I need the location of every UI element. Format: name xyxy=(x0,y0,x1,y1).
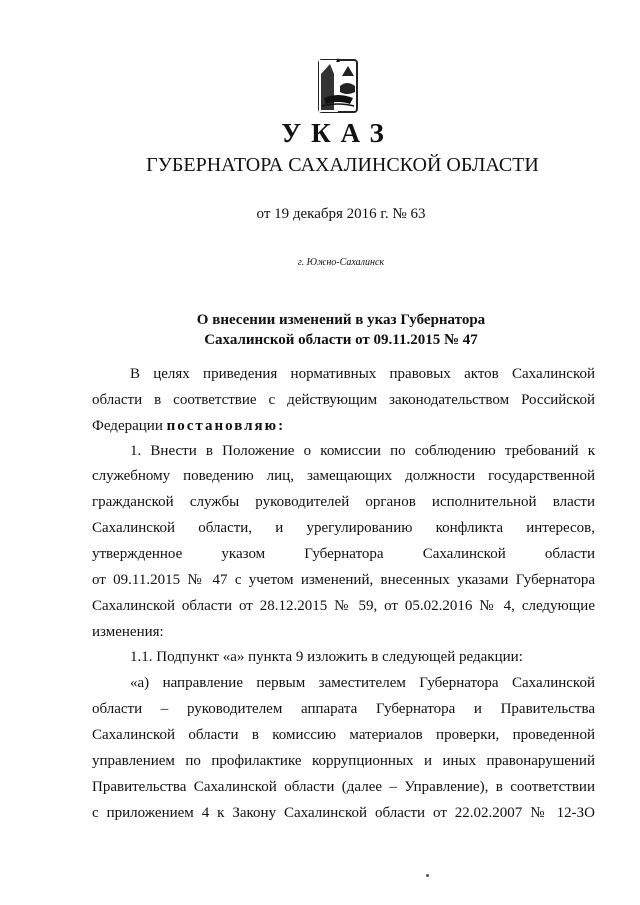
body-line: управлением по профилактике коррупционных и иных правонарушений xyxy=(92,753,595,769)
body-text-emphasis: постановляю: xyxy=(166,418,286,434)
body-line: с приложением 4 к Закону Сахалинской области от 22.02.2007 № 12-ЗО xyxy=(92,805,595,821)
body-line: области в соответствие с действующим законодательством Российской xyxy=(92,392,595,408)
decree-heading-line-2: Сахалинской области от 09.11.2015 № 47 xyxy=(204,332,478,348)
decree-heading xyxy=(0,310,640,350)
body-line: утвержденное указом Губернатора Сахалинской области xyxy=(92,546,595,562)
document-issuer: ГУБЕРНАТОРА САХАЛИНСКОЙ ОБЛАСТИ xyxy=(146,154,539,176)
body-line: гражданской службы руководителей органов исполнительной власти xyxy=(92,494,595,510)
body-line xyxy=(92,416,595,436)
scan-speck xyxy=(426,874,429,877)
body-text: Федерации xyxy=(92,418,167,434)
body-line: от 09.11.2015 № 47 с учетом изменений, внесенных указами Губернатора xyxy=(92,572,595,588)
decree-city: г. Южно-Сахалинск xyxy=(297,257,385,268)
body-line: служебному поведению лиц, замещающих должности государственной xyxy=(92,468,595,484)
body-line: 1.1. Подпункт «а» пункта 9 изложить в следующей редакции: xyxy=(130,649,523,665)
coat-of-arms-emblem xyxy=(318,56,358,114)
body-line: 1. Внести в Положение о комиссии по соблюдению требований к xyxy=(130,443,595,459)
body-line: Сахалинской области в комиссию материалов проверки, проведенной xyxy=(92,727,595,743)
decree-heading-line-1: О внесении изменений в указ Губернатора xyxy=(196,312,486,328)
body-line: Сахалинской области от 28.12.2015 № 59, от 05.02.2016 № 4, следующие xyxy=(92,598,595,614)
decree-date-number: от 19 декабря 2016 г. № 63 xyxy=(256,206,426,222)
document-title: УКАЗ xyxy=(281,118,394,148)
body-line: «а) направление первым заместителем Губернатора Сахалинской xyxy=(130,675,595,691)
body-line: Правительства Сахалинской области (далее – Управление), в соответствии xyxy=(92,779,595,795)
body-line: изменения: xyxy=(92,624,164,640)
body-line: области – руководителем аппарата Губернатора и Правительства xyxy=(92,701,595,717)
body-line: В целях приведения нормативных правовых актов Сахалинской xyxy=(130,366,595,382)
body-line: Сахалинской области, и урегулированию конфликта интересов, xyxy=(92,520,595,536)
